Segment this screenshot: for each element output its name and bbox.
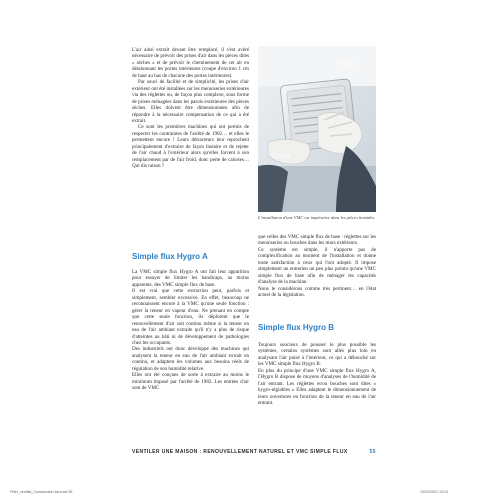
paragraph: Des industriels ont donc développé des machines qui analysent la teneur en eau de l'air ambiant extrait en continu, et adaptent les volumes aux besoins réels de régulation de son humidité relative. [132,346,249,372]
paragraph: Ce système est simple, il n'apporte pas de complexification au moment de l'installation et donne toute satisfaction à ceux qui l'ont adopté. Il impose simplement un entretien un peu plus pointu qu'une VMC simple flux de base afin de ménager les capacités d'analyse de la machine. [258,246,376,286]
photo-caption: L'installation d'une VMC est impérative dans les pièces humides. [258,215,376,220]
paragraph: Elles ont été conçues de sorte à extraire au moins le minimum imposé par l'arrêté de 1982. Les entrées d'air sont de VMC [132,372,249,392]
footer-title: VENTILER UNE MAISON : RENOUVELLEMENT NATUREL ET VMC SIMPLE FLUX [132,449,348,455]
paragraph: La VMC simple flux Hygro A ont fait leur apparition pour essayer de limiter les handicaps, au moins apparents, des VMC simple flux de base. [132,269,249,288]
text-column-left-top [132,47,249,170]
text-column-right-top [258,234,376,299]
paragraph: Par souci de facilité et de simplicité, les prises d'air extérieur ont été installées sur les menuiseries extérieures via des réglettes ou, de façon plus complexe, sous forme de prises ménagées dans les parois extérieures des pièces sèches. Elles doivent être dimensionnées afin de répondre à la nécessaire compensation de ce qui a été extrait. [132,79,249,124]
paragraph: Il est vrai que cette extraction peut, parfois et simplement, sembler excessive. En effet, beaucoup ne reconnaissent encore à la VMC qu'une seule fonction : gérer la teneur en vapeur d'eau. Ne prenant en compte que cette seule fonction, ils déplorent que le renouvellement d'air soit continu même si la teneur en eau de l'air ambiant extraite qu'il n'y a plus de risque d'atteintes au bâti ni de développement de pathologies chez les occupants. [132,288,249,346]
paragraph: que celles des VMC simple flux de base : réglettes sur les menuiseries ou bouches dans les murs extérieurs. [258,234,376,247]
text-column-right-bottom [258,342,376,407]
photo-illustration [258,46,376,212]
paragraph: Ce sont les premières machines qui ont permis de respecter les contraintes de l'arrêté de 1982… et elles le permettent encore ! Leurs détracteurs leur reprochent principalement d'extraire de façon linéaire et de rejeter de l'air chaud à l'extérieur alors qu'elles forcent à son remplacement par de l'air froid, donc perte de calories… Qui dis raison ? [132,124,249,170]
watermark-text: iStock [272,153,292,160]
text-column-left-bottom [132,269,249,392]
watermark-text: iStock [338,61,358,68]
print-slug-file: Filter_ventilat_Construction-bio.indd 55 [10,490,73,494]
section-heading-hygro-a: Simple flux Hygro A [132,252,208,261]
paragraph: En plus du principe d'une VMC simple flux Hygro A, l'Hygro B dispose de moyens d'analyses de l'humidité de l'air entrant. Les réglettes et/ou bouches sont dites « hygro-réglables » Elles adaptent le dimensionnement de leurs ouvertures en fonction de la teneur en eau de l'air entrant. [258,367,376,407]
paragraph: Toujours soucieux de pousser le plus possible les systèmes, certains systèmes sont allés plus loin en analysant l'air puisé à l'intérieur, ce qui a débouché sur les VMC simple flux Hygro B. [258,342,376,368]
page-number: 55 [369,449,376,455]
paragraph: L'air ainsi extrait devant être remplacé, il s'est avéré nécessaire de prévoir des prises d'air dans les pièces dites « sèches » et de prévoir le cheminement de cet air en détalonnant les portes intérieures (coupe d'environ 1 cm de haut au bas de chacune des portes intérieures). [132,47,249,79]
vmc-installation-photo [258,46,376,212]
paragraph: Nous le considérons comme très pertinent… en l'état actuel de la législation. [258,285,376,299]
section-heading-hygro-b: Simple flux Hygro B [258,323,335,332]
running-footer [132,449,376,455]
print-slug-date: 13/02/2021 19:13 [420,490,448,494]
